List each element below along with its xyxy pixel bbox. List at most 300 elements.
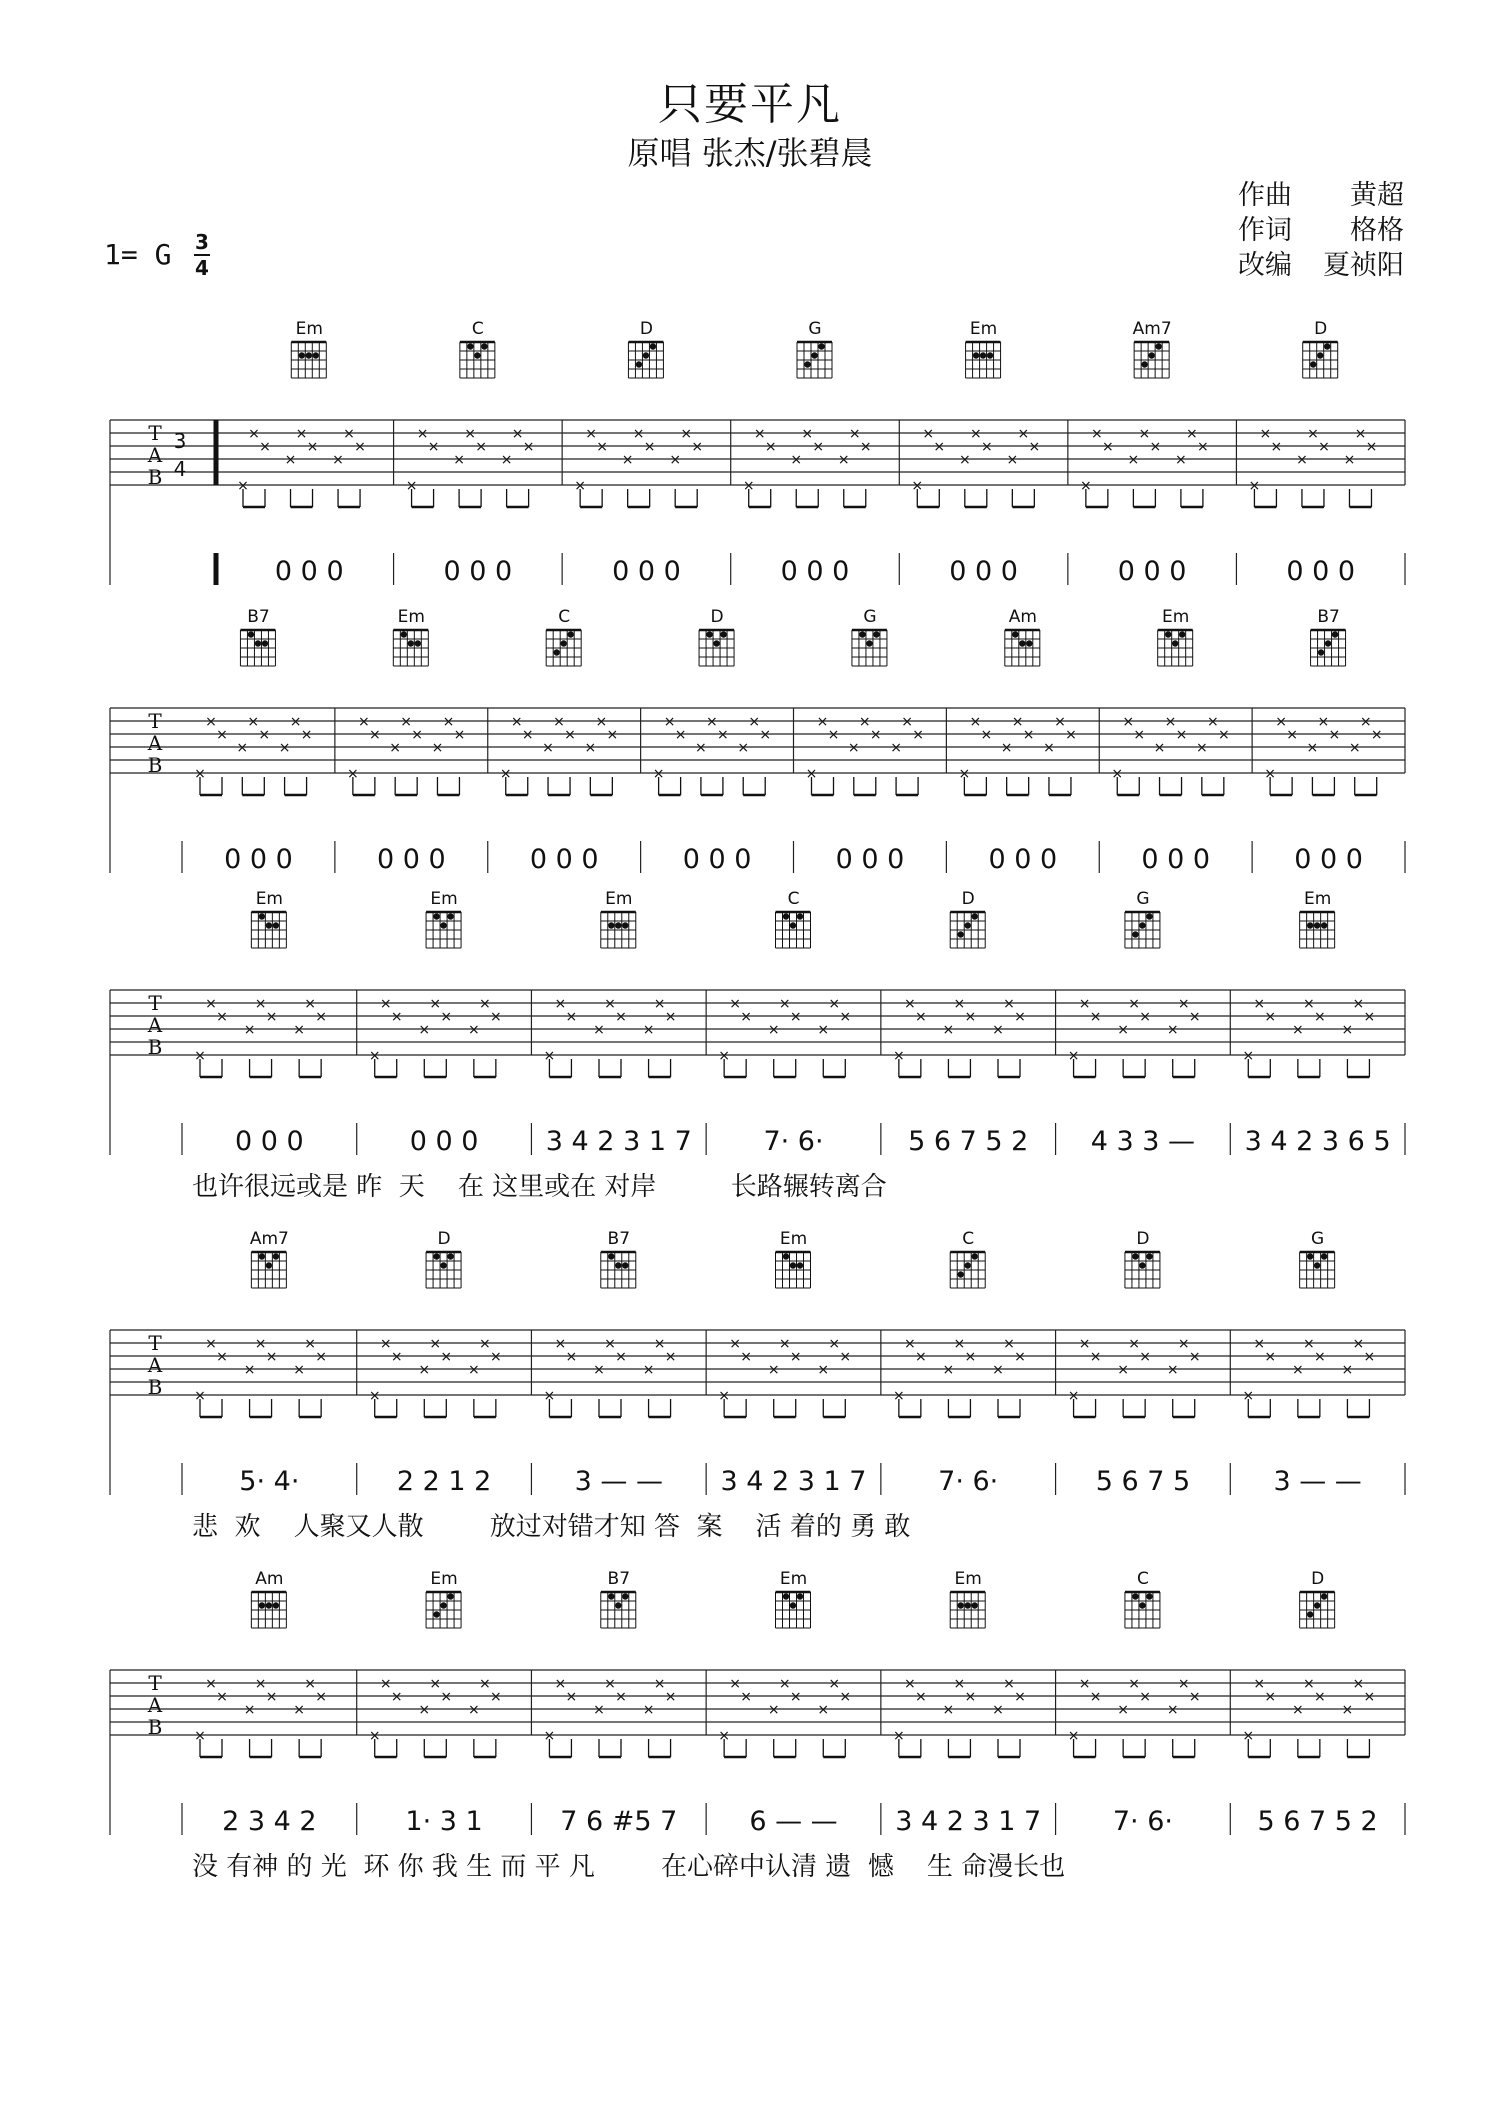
tab-stroke-x: × <box>368 1728 381 1744</box>
tab-stroke-x: × <box>1166 1702 1179 1718</box>
jianpu-notation: 3 4 2 3 1 7 <box>895 1806 1042 1837</box>
tab-stroke-x: × <box>464 426 476 442</box>
measure <box>544 889 707 1157</box>
measure <box>911 319 1067 587</box>
tab-stroke-x: × <box>1242 1728 1255 1744</box>
tab-stroke-x: × <box>642 1362 655 1378</box>
tab-stroke-x: × <box>478 1676 491 1692</box>
chord-finger-dot <box>1321 1593 1327 1599</box>
tab-stroke-x: × <box>347 766 359 782</box>
measure <box>959 607 1100 875</box>
tab-stroke-x: × <box>1242 1048 1255 1064</box>
tab-stroke-x: × <box>767 1362 780 1378</box>
tab-stroke-x: × <box>467 1702 480 1718</box>
tab-stroke-x: × <box>652 766 665 782</box>
tab-stroke-x: × <box>642 1702 655 1718</box>
tab-stroke-x: × <box>790 452 803 468</box>
tab-stroke-x: × <box>243 1702 256 1718</box>
chord-finger-dot <box>553 649 559 655</box>
tab-stroke-x: × <box>1065 727 1077 743</box>
tab-stroke-x: × <box>1318 439 1330 455</box>
tab-stroke-x: × <box>848 426 861 442</box>
chord-finger-dot <box>790 922 796 928</box>
tab-stroke-x: × <box>284 452 297 468</box>
chord-finger-dot <box>255 640 261 646</box>
chord-finger-dot <box>804 361 810 367</box>
tab-stroke-x: × <box>427 439 440 455</box>
tab-stroke-x: × <box>1286 727 1298 743</box>
measure <box>806 607 947 875</box>
measure <box>718 1229 881 1497</box>
tab-stroke-x: × <box>418 1702 431 1718</box>
tab-stroke-x: × <box>194 1048 206 1064</box>
credit-label: 改编 <box>1238 250 1292 281</box>
tab-stroke-x: × <box>912 727 924 743</box>
tab-stroke-x: × <box>653 1676 666 1692</box>
tab-stroke-x: × <box>478 996 491 1012</box>
tab-stroke-x: × <box>205 1336 217 1352</box>
tab-stroke-x: × <box>216 1009 228 1025</box>
tab-stroke-x: × <box>740 1689 753 1705</box>
tab-stroke-x: × <box>1175 452 1187 468</box>
tab-stroke-x: × <box>691 439 704 455</box>
tab-stroke-x: × <box>1043 740 1055 756</box>
chord-finger-dot <box>643 352 649 358</box>
tab-stroke-x: × <box>669 452 682 468</box>
measure <box>574 319 730 587</box>
tab-stroke-x: × <box>1188 1009 1201 1025</box>
chord-name: G <box>808 319 822 339</box>
tab-stroke-x: × <box>306 439 319 455</box>
tab-stroke-x: × <box>718 1048 731 1064</box>
tab-stroke-x: × <box>553 714 565 730</box>
chord-finger-dot <box>790 1262 796 1268</box>
jianpu-notation: 5 6 7 5 2 <box>1257 1806 1378 1837</box>
tab-stroke-x: × <box>389 740 402 756</box>
tab-stroke-x: × <box>729 1336 742 1352</box>
tab-clef-letter: A <box>147 443 163 467</box>
measure <box>369 889 532 1157</box>
measure <box>1080 319 1236 587</box>
chord-finger-dot <box>266 1602 272 1608</box>
jianpu-notation: 0 0 0 <box>1141 844 1211 875</box>
tab-stroke-x: × <box>254 1336 267 1352</box>
tab-stroke-x: × <box>343 426 355 442</box>
tab-stroke-x: × <box>942 1362 955 1378</box>
tab-stroke-x: × <box>695 740 707 756</box>
tab-stroke-x: × <box>1264 766 1276 782</box>
measure <box>182 1569 357 1837</box>
tab-stroke-x: × <box>615 1009 627 1025</box>
tab-stroke-x: × <box>778 996 791 1012</box>
tab-stroke-x: × <box>390 1349 403 1365</box>
tab-stroke-x: × <box>332 452 344 468</box>
jianpu-notation: 0 0 0 <box>409 1126 479 1157</box>
tab-stroke-x: × <box>565 1009 578 1025</box>
tab-clef-letter: A <box>147 1353 163 1377</box>
jianpu-notation: 0 0 0 <box>1286 556 1356 587</box>
chord-finger-dot <box>720 631 726 637</box>
tab-stroke-x: × <box>969 426 982 442</box>
tab-stroke-x: × <box>1111 766 1124 782</box>
tab-stroke-x: × <box>901 714 913 730</box>
chord-finger-dot <box>972 1253 978 1259</box>
jianpu-notation: 7 6 #5 7 <box>560 1806 678 1837</box>
chord-finger-dot <box>1314 1602 1320 1608</box>
tab-stroke-x: × <box>674 727 687 743</box>
tab-stroke-x: × <box>718 1728 731 1744</box>
tab-system-4 <box>110 1229 1405 1542</box>
chord-name: D <box>1314 319 1328 339</box>
chord-finger-dot <box>783 1253 789 1259</box>
chord-finger-dot <box>965 1602 971 1608</box>
tab-clef-letter: T <box>148 1671 162 1695</box>
chord-finger-dot <box>1132 1593 1138 1599</box>
tab-stroke-x: × <box>1014 1689 1026 1705</box>
chord-name: Em <box>1303 889 1332 909</box>
chord-finger-dot <box>615 1262 621 1268</box>
tab-stroke-x: × <box>489 1009 502 1025</box>
chord-finger-dot <box>1318 649 1324 655</box>
tab-stroke-x: × <box>478 1336 491 1352</box>
tab-stroke-x: × <box>216 1689 228 1705</box>
tab-stroke-x: × <box>510 714 523 730</box>
tab-stroke-x: × <box>653 996 666 1012</box>
tab-stroke-x: × <box>604 996 616 1012</box>
chord-finger-dot <box>965 1262 971 1268</box>
tab-stroke-x: × <box>369 727 381 743</box>
tab-stroke-x: × <box>1363 1349 1376 1365</box>
chord-finger-dot <box>797 1262 803 1268</box>
measure <box>718 1569 881 1837</box>
song-title: 只要平凡 <box>658 79 842 130</box>
chord-name: Em <box>969 319 998 339</box>
tab-stroke-x: × <box>1177 996 1190 1012</box>
tab-stroke-x: × <box>418 1362 431 1378</box>
tab-stroke-x: × <box>1359 714 1372 730</box>
lyrics-line: 没 有神 的 光 环 你 我 生 而 平 凡 在心碎中认清 遗 憾 生 命漫长也 <box>192 1852 1066 1882</box>
tab-stroke-x: × <box>789 1349 802 1365</box>
measure <box>369 1229 532 1497</box>
chord-finger-dot <box>415 640 421 646</box>
tab-stroke-x: × <box>500 452 513 468</box>
chord-finger-dot <box>958 1602 964 1608</box>
measure <box>893 1229 1056 1497</box>
tab-stroke-x: × <box>740 1009 753 1025</box>
chord-finger-dot <box>1026 640 1032 646</box>
chord-finger-dot <box>262 640 268 646</box>
tab-stroke-x: × <box>304 996 317 1012</box>
tab-stroke-x: × <box>817 1702 830 1718</box>
measure <box>369 1569 532 1837</box>
tab-stroke-x: × <box>440 1689 453 1705</box>
jianpu-notation: 0 0 0 <box>612 556 681 587</box>
chord-finger-dot <box>433 1253 439 1259</box>
tab-stroke-x: × <box>467 1362 480 1378</box>
tab-stroke-x: × <box>1003 1676 1015 1692</box>
jianpu-notation: 0 0 0 <box>780 556 850 587</box>
tab-stroke-x: × <box>521 727 534 743</box>
tab-stroke-x: × <box>429 1676 442 1692</box>
jianpu-notation: 5 6 7 5 <box>1095 1466 1191 1497</box>
tab-stroke-x: × <box>1317 714 1330 730</box>
tab-stroke-x: × <box>205 714 217 730</box>
chord-finger-dot <box>859 631 865 637</box>
chord-name: B7 <box>247 607 270 627</box>
measure <box>406 319 562 587</box>
tab-clef-letter: T <box>148 421 162 445</box>
tab-stroke-x: × <box>1352 1336 1365 1352</box>
tab-stroke-x: × <box>278 740 291 756</box>
tab-stroke-x: × <box>1217 727 1230 743</box>
chord-finger-dot <box>608 1253 614 1259</box>
tab-stroke-x: × <box>379 1336 392 1352</box>
measure <box>1264 607 1405 875</box>
tab-stroke-x: × <box>778 1676 791 1692</box>
tab-stroke-x: × <box>1352 996 1365 1012</box>
measure <box>718 889 881 1157</box>
chord-name: D <box>1136 1229 1150 1249</box>
tab-stroke-x: × <box>729 996 742 1012</box>
tab-stroke-x: × <box>748 714 761 730</box>
tab-stroke-x: × <box>1089 1009 1102 1025</box>
tab-stroke-x: × <box>837 452 850 468</box>
measure <box>1242 889 1405 1157</box>
chord-name: D <box>710 607 724 627</box>
tab-stroke-x: × <box>1089 1689 1102 1705</box>
tab-stroke-x: × <box>431 740 444 756</box>
tab-stroke-x: × <box>1354 426 1367 442</box>
chord-finger-dot <box>636 361 642 367</box>
tab-stroke-x: × <box>247 714 260 730</box>
tab-stroke-x: × <box>216 727 228 743</box>
jianpu-notation: 4 3 3 — <box>1090 1126 1196 1157</box>
tab-stroke-x: × <box>827 727 840 743</box>
chord-finger-dot <box>811 352 817 358</box>
credit-value: 黄超 <box>1350 180 1404 211</box>
chord-finger-dot <box>440 922 446 928</box>
tab-stroke-x: × <box>1090 426 1103 442</box>
tab-stroke-x: × <box>1259 426 1272 442</box>
measure <box>1068 1569 1231 1837</box>
jianpu-notation: 3 — — <box>1273 1466 1362 1497</box>
tab-stroke-x: × <box>358 714 370 730</box>
tab-stroke-x: × <box>664 1689 677 1705</box>
tab-stroke-x: × <box>315 1349 328 1365</box>
tab-stroke-x: × <box>289 714 302 730</box>
tab-stroke-x: × <box>1253 1336 1266 1352</box>
chord-finger-dot <box>972 913 978 919</box>
tab-stroke-x: × <box>606 727 619 743</box>
chord-name: D <box>1311 1569 1325 1589</box>
tab-stroke-x: × <box>890 740 902 756</box>
chord-finger-dot <box>1141 361 1147 367</box>
chord-finger-dot <box>1139 1602 1145 1608</box>
tab-stroke-x: × <box>442 714 455 730</box>
chord-finger-dot <box>1307 1253 1313 1259</box>
chord-name: G <box>1136 889 1150 909</box>
jianpu-notation: 7· 6· <box>763 1126 824 1157</box>
chord-finger-dot <box>972 1602 978 1608</box>
chord-name: D <box>437 1229 451 1249</box>
tab-stroke-x: × <box>1028 439 1041 455</box>
tab-stroke-x: × <box>194 1388 206 1404</box>
chord-finger-dot <box>440 1262 446 1268</box>
jianpu-notation: 2 2 1 2 <box>396 1466 492 1497</box>
chord-finger-dot <box>1148 352 1154 358</box>
chord-finger-dot <box>313 352 319 358</box>
chord-name: Em <box>397 607 425 627</box>
tab-stroke-x: × <box>1186 426 1198 442</box>
tab-stroke-x: × <box>295 426 308 442</box>
tab-stroke-x: × <box>992 1702 1004 1718</box>
chord-name: Em <box>779 1229 808 1249</box>
chord-finger-dot <box>797 913 803 919</box>
tab-stroke-x: × <box>1014 1009 1026 1025</box>
tab-stroke-x: × <box>1313 1689 1326 1705</box>
tab-stroke-x: × <box>467 1022 480 1038</box>
tab-stroke-x: × <box>1117 1022 1130 1038</box>
chord-finger-dot <box>481 343 487 349</box>
tab-stroke-x: × <box>489 1689 502 1705</box>
tab-stroke-x: × <box>914 1689 927 1705</box>
tab-stroke-x: × <box>1078 1676 1091 1692</box>
tab-stroke-x: × <box>942 1702 955 1718</box>
tab-stroke-x: × <box>1078 1336 1091 1352</box>
tab-stroke-x: × <box>1175 727 1188 743</box>
chord-name: C <box>1136 1569 1149 1589</box>
chord-finger-dot <box>1314 922 1320 928</box>
chord-finger-dot <box>958 1271 964 1277</box>
chord-finger-dot <box>797 1593 803 1599</box>
tab-stroke-x: × <box>440 1349 453 1365</box>
tab-stroke-x: × <box>1067 1048 1080 1064</box>
tab-stroke-x: × <box>767 1022 780 1038</box>
chord-finger-dot <box>433 913 439 919</box>
chord-name: Em <box>605 889 633 909</box>
jianpu-notation: 0 0 0 <box>988 844 1058 875</box>
tab-stroke-x: × <box>737 740 750 756</box>
tab-stroke-x: × <box>992 1362 1004 1378</box>
tab-stroke-x: × <box>593 1362 605 1378</box>
tab-stroke-x: × <box>1365 439 1378 455</box>
tab-stroke-x: × <box>1313 1349 1326 1365</box>
tab-stroke-x: × <box>839 1689 852 1705</box>
chord-name: D <box>961 889 975 909</box>
jianpu-notation: 0 0 0 <box>443 556 513 587</box>
chord-finger-dot <box>560 640 566 646</box>
tab-stroke-x: × <box>1291 1362 1304 1378</box>
chord-finger-dot <box>790 1602 796 1608</box>
tab-stroke-x: × <box>1164 714 1177 730</box>
chord-finger-dot <box>980 352 986 358</box>
tab-stroke-x: × <box>411 727 424 743</box>
chord-finger-dot <box>1321 922 1327 928</box>
tab-stroke-x: × <box>1133 727 1146 743</box>
jianpu-notation: 0 0 0 <box>376 844 446 875</box>
chord-finger-dot <box>1165 631 1171 637</box>
tab-stroke-x: × <box>248 426 260 442</box>
tab-stroke-x: × <box>259 439 271 455</box>
chord-finger-dot <box>266 1262 272 1268</box>
tab-stroke-x: × <box>595 714 608 730</box>
chord-name: Em <box>954 1569 982 1589</box>
tab-stroke-x: × <box>839 1009 852 1025</box>
tab-clef-letter: B <box>147 1375 163 1399</box>
credit-label: 作曲 <box>1238 180 1292 211</box>
tab-stroke-x: × <box>258 727 271 743</box>
chord-finger-dot <box>273 1602 279 1608</box>
chord-finger-dot <box>783 1593 789 1599</box>
tab-stroke-x: × <box>315 1009 328 1025</box>
tab-stroke-x: × <box>892 1048 905 1064</box>
tab-stroke-x: × <box>1341 1362 1354 1378</box>
measure <box>743 319 899 587</box>
chord-finger-dot <box>706 631 712 637</box>
chord-finger-dot <box>1139 922 1145 928</box>
tab-stroke-x: × <box>942 1022 955 1038</box>
tab-stroke-x: × <box>717 727 729 743</box>
tab-stroke-x: × <box>243 1022 256 1038</box>
tab-stroke-x: × <box>293 1362 306 1378</box>
tab-stroke-x: × <box>964 1349 977 1365</box>
measure <box>893 889 1056 1157</box>
chord-finger-dot <box>1019 640 1025 646</box>
tab-stroke-x: × <box>453 727 466 743</box>
tab-stroke-x: × <box>980 439 993 455</box>
tab-stroke-x: × <box>680 426 693 442</box>
measure <box>347 607 488 875</box>
tab-stroke-x: × <box>522 439 535 455</box>
tab-stroke-x: × <box>1139 1349 1152 1365</box>
tab-stroke-x: × <box>812 439 825 455</box>
chord-finger-dot <box>248 631 254 637</box>
chord-finger-dot <box>433 1611 439 1617</box>
chord-finger-dot <box>608 1593 614 1599</box>
chord-finger-dot <box>440 1602 446 1608</box>
chord-name: Am7 <box>1132 319 1172 339</box>
tab-stroke-x: × <box>379 1676 392 1692</box>
tab-clef-letter: B <box>147 1715 163 1739</box>
chord-finger-dot <box>873 631 879 637</box>
tab-stroke-x: × <box>664 1009 677 1025</box>
tab-stroke-x: × <box>767 1702 780 1718</box>
measure <box>653 607 794 875</box>
chord-name: Am <box>255 1569 284 1589</box>
chord-finger-dot <box>622 1593 628 1599</box>
measure <box>1242 1229 1405 1497</box>
tab-stroke-x: × <box>565 1689 578 1705</box>
chord-finger-dot <box>1179 631 1185 637</box>
tab-stroke-x: × <box>542 740 554 756</box>
jianpu-notation: 0 0 0 <box>224 844 293 875</box>
measure <box>544 1229 707 1497</box>
tab-clef-letter: B <box>147 1035 163 1059</box>
chord-finger-dot <box>273 1253 279 1259</box>
tab-stroke-x: × <box>953 1336 966 1352</box>
tab-stroke-x: × <box>243 1362 256 1378</box>
tab-stroke-x: × <box>817 1022 830 1038</box>
tab-stroke-x: × <box>964 1689 977 1705</box>
jianpu-notation: 7· 6· <box>938 1466 999 1497</box>
tab-stroke-x: × <box>565 1349 578 1365</box>
tab-stroke-x: × <box>429 1336 442 1352</box>
tab-stroke-x: × <box>440 1009 453 1025</box>
tab-stroke-x: × <box>869 727 882 743</box>
measure <box>182 1229 357 1497</box>
chord-finger-dot <box>259 1602 265 1608</box>
chord-name: Em <box>295 319 323 339</box>
